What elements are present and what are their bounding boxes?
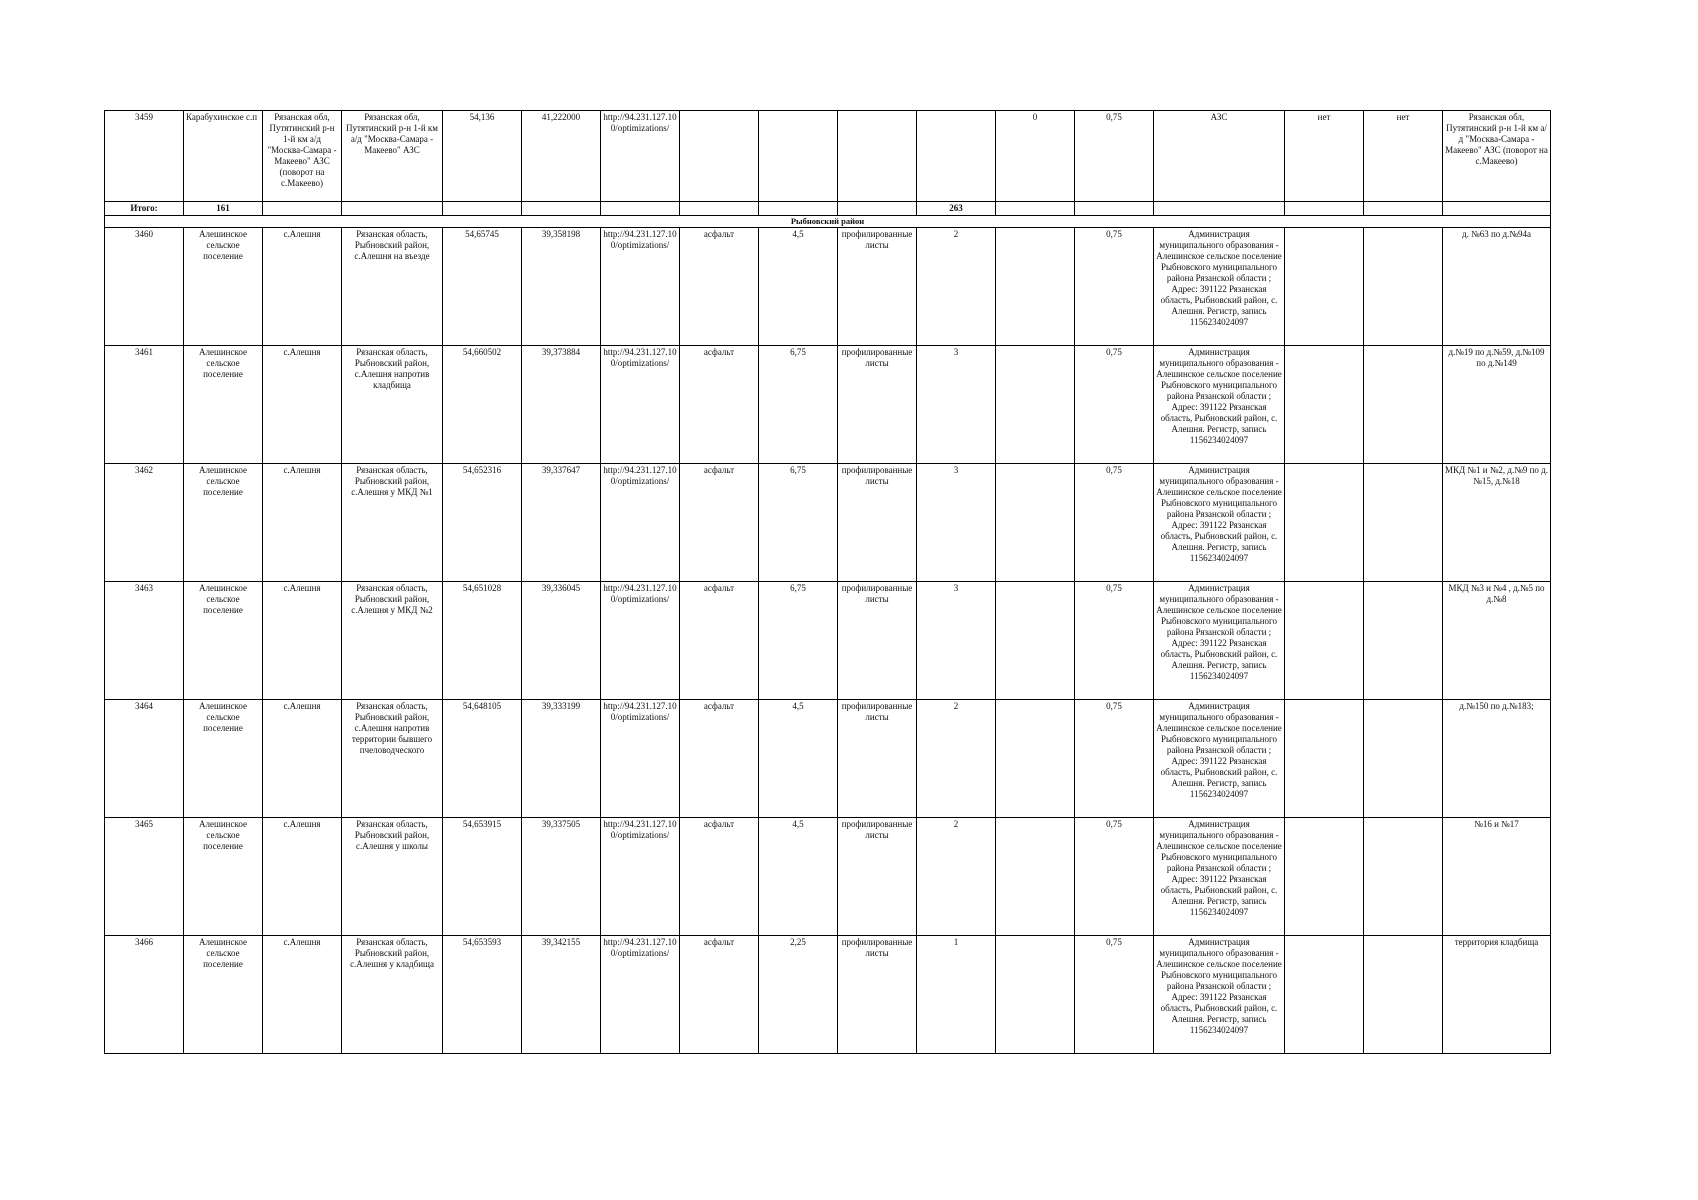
cell-location: с.Алешня bbox=[263, 818, 342, 936]
cell-volume: 0,75 bbox=[1075, 700, 1154, 818]
cell-col15 bbox=[1285, 346, 1364, 464]
cell-latitude: 54,65745 bbox=[443, 228, 522, 346]
cell-area: 2,25 bbox=[759, 936, 838, 1054]
cell-location: с.Алешня bbox=[263, 700, 342, 818]
cell-owner: Администрация муниципального образования - Алешинское сельское поселение Рыбновского муниципального района Рязанской области ; Адрес: 391122 Рязанская область, Рыбновский район, с. Алешня. Регистр, запись 1156234024097 bbox=[1154, 582, 1285, 700]
cell-area: 6,75 bbox=[759, 464, 838, 582]
cell-owner: АЗС bbox=[1154, 111, 1285, 202]
district-title: Рыбновский район bbox=[105, 216, 1551, 228]
empty-cell bbox=[838, 202, 917, 216]
cell-extra bbox=[996, 936, 1075, 1054]
table-row bbox=[105, 346, 1551, 464]
empty-cell bbox=[522, 202, 601, 216]
cell-latitude: 54,651028 bbox=[443, 582, 522, 700]
empty-cell bbox=[759, 202, 838, 216]
cell-containers: 3 bbox=[917, 464, 996, 582]
cell-location: с.Алешня bbox=[263, 582, 342, 700]
cell-link[interactable]: http://94.231.127.100/optimizations/ bbox=[601, 700, 680, 818]
cell-address: Рязанская область, Рыбновский район, с.Алешня напротив территории бывшего пчеловодческого bbox=[342, 700, 443, 818]
cell-latitude: 54,653593 bbox=[443, 936, 522, 1054]
cell-settlement: Алешинское сельское поселение bbox=[184, 936, 263, 1054]
empty-cell bbox=[263, 202, 342, 216]
cell-sources: МКД №1 и №2, д.№9 по д.№15, д.№18 bbox=[1443, 464, 1551, 582]
cell-longitude: 39,342155 bbox=[522, 936, 601, 1054]
cell-longitude: 39,337505 bbox=[522, 818, 601, 936]
table-row bbox=[105, 228, 1551, 346]
cell-col16 bbox=[1364, 936, 1443, 1054]
cell-col16 bbox=[1364, 582, 1443, 700]
cell-location: с.Алешня bbox=[263, 346, 342, 464]
cell-containers: 2 bbox=[917, 818, 996, 936]
empty-cell bbox=[342, 202, 443, 216]
cell-number: 3461 bbox=[105, 346, 184, 464]
cell-surface: асфальт bbox=[680, 464, 759, 582]
cell-address: Рязанская область, Рыбновский район, с.Алешня у МКД №1 bbox=[342, 464, 443, 582]
cell-owner: Администрация муниципального образования - Алешинское сельское поселение Рыбновского муниципального района Рязанской области ; Адрес: 391122 Рязанская область, Рыбновский район, с. Алешня. Регистр, запись 1156234024097 bbox=[1154, 936, 1285, 1054]
cell-settlement: Карабухинское с.п bbox=[184, 111, 263, 202]
cell-extra bbox=[996, 582, 1075, 700]
cell-containers: 1 bbox=[917, 936, 996, 1054]
cell-longitude: 41,222000 bbox=[522, 111, 601, 202]
cell-extra: 0 bbox=[996, 111, 1075, 202]
cell-owner: Администрация муниципального образования - Алешинское сельское поселение Рыбновского муниципального района Рязанской области ; Адрес: 391122 Рязанская область, Рыбновский район, с. Алешня. Регистр, запись 1156234024097 bbox=[1154, 464, 1285, 582]
cell-surface bbox=[680, 111, 759, 202]
cell-volume: 0,75 bbox=[1075, 464, 1154, 582]
empty-cell bbox=[1443, 202, 1551, 216]
table-row bbox=[105, 700, 1551, 818]
cell-surface: асфальт bbox=[680, 936, 759, 1054]
cell-number: 3465 bbox=[105, 818, 184, 936]
cell-link[interactable]: http://94.231.127.100/optimizations/ bbox=[601, 818, 680, 936]
table-row bbox=[105, 936, 1551, 1054]
empty-cell bbox=[601, 202, 680, 216]
cell-location: Рязанская обл, Путятинский р-н 1-й км а/д "Москва-Самара - Макеево" АЗС (поворот на с.Макеево) bbox=[263, 111, 342, 202]
cell-area: 4,5 bbox=[759, 818, 838, 936]
cell-link[interactable]: http://94.231.127.100/optimizations/ bbox=[601, 111, 680, 202]
empty-cell bbox=[1285, 202, 1364, 216]
cell-col16 bbox=[1364, 346, 1443, 464]
cell-surface: асфальт bbox=[680, 700, 759, 818]
cell-longitude: 39,358198 bbox=[522, 228, 601, 346]
district-header-row bbox=[105, 216, 1551, 228]
cell-owner: Администрация муниципального образования - Алешинское сельское поселение Рыбновского муниципального района Рязанской области ; Адрес: 391122 Рязанская область, Рыбновский район, с. Алешня. Регистр, запись 1156234024097 bbox=[1154, 346, 1285, 464]
empty-cell bbox=[1154, 202, 1285, 216]
cell-settlement: Алешинское сельское поселение bbox=[184, 346, 263, 464]
cell-longitude: 39,333199 bbox=[522, 700, 601, 818]
cell-latitude: 54,653915 bbox=[443, 818, 522, 936]
cell-link[interactable]: http://94.231.127.100/optimizations/ bbox=[601, 464, 680, 582]
cell-col15: нет bbox=[1285, 111, 1364, 202]
cell-latitude: 54,652316 bbox=[443, 464, 522, 582]
cell-number: 3462 bbox=[105, 464, 184, 582]
cell-owner: Администрация муниципального образования - Алешинское сельское поселение Рыбновского муниципального района Рязанской области ; Адрес: 391122 Рязанская область, Рыбновский район, с. Алешня. Регистр, запись 1156234024097 bbox=[1154, 818, 1285, 936]
cell-location: с.Алешня bbox=[263, 228, 342, 346]
cell-fence: профилированные листы bbox=[838, 700, 917, 818]
cell-col16: нет bbox=[1364, 111, 1443, 202]
cell-settlement: Алешинское сельское поселение bbox=[184, 582, 263, 700]
cell-settlement: Алешинское сельское поселение bbox=[184, 464, 263, 582]
empty-cell bbox=[680, 202, 759, 216]
cell-volume: 0,75 bbox=[1075, 111, 1154, 202]
cell-sources: №16 и №17 bbox=[1443, 818, 1551, 936]
cell-col15 bbox=[1285, 818, 1364, 936]
cell-link[interactable]: http://94.231.127.100/optimizations/ bbox=[601, 582, 680, 700]
total-sum: 263 bbox=[917, 202, 996, 216]
cell-address: Рязанская обл, Путятинский р-н 1-й км а/д "Москва-Самара - Макеево" АЗС bbox=[342, 111, 443, 202]
empty-cell bbox=[443, 202, 522, 216]
cell-containers: 3 bbox=[917, 582, 996, 700]
total-row bbox=[105, 202, 1551, 216]
cell-latitude: 54,648105 bbox=[443, 700, 522, 818]
cell-sources: Рязанская обл, Путятинский р-н 1-й км а/д "Москва-Самара - Макеево" АЗС (поворот на с.Макеево) bbox=[1443, 111, 1551, 202]
cell-col16 bbox=[1364, 228, 1443, 346]
cell-col15 bbox=[1285, 582, 1364, 700]
empty-cell bbox=[1364, 202, 1443, 216]
cell-area: 6,75 bbox=[759, 346, 838, 464]
cell-extra bbox=[996, 346, 1075, 464]
cell-fence bbox=[838, 111, 917, 202]
cell-sources: д.№19 по д.№59, д.№109 по д.№149 bbox=[1443, 346, 1551, 464]
cell-area: 4,5 bbox=[759, 228, 838, 346]
table-row bbox=[105, 582, 1551, 700]
empty-cell bbox=[1075, 202, 1154, 216]
cell-fence: профилированные листы bbox=[838, 936, 917, 1054]
cell-extra bbox=[996, 228, 1075, 346]
cell-volume: 0,75 bbox=[1075, 346, 1154, 464]
cell-col15 bbox=[1285, 228, 1364, 346]
cell-fence: профилированные листы bbox=[838, 228, 917, 346]
cell-fence: профилированные листы bbox=[838, 464, 917, 582]
cell-sources: территория кладбища bbox=[1443, 936, 1551, 1054]
cell-volume: 0,75 bbox=[1075, 936, 1154, 1054]
cell-latitude: 54,136 bbox=[443, 111, 522, 202]
cell-area bbox=[759, 111, 838, 202]
cell-address: Рязанская область, Рыбновский район, с.Алешня напротив кладбища bbox=[342, 346, 443, 464]
cell-number: 3463 bbox=[105, 582, 184, 700]
cell-col15 bbox=[1285, 464, 1364, 582]
registry-table bbox=[104, 110, 1551, 1054]
cell-link[interactable]: http://94.231.127.100/optimizations/ bbox=[601, 936, 680, 1054]
cell-surface: асфальт bbox=[680, 818, 759, 936]
cell-sources: МКД №3 и №4 , д.№5 по д.№8 bbox=[1443, 582, 1551, 700]
cell-settlement: Алешинское сельское поселение bbox=[184, 700, 263, 818]
cell-settlement: Алешинское сельское поселение bbox=[184, 818, 263, 936]
cell-latitude: 54,660502 bbox=[443, 346, 522, 464]
cell-address: Рязанская область, Рыбновский район, с.Алешня у школы bbox=[342, 818, 443, 936]
cell-extra bbox=[996, 700, 1075, 818]
cell-extra bbox=[996, 464, 1075, 582]
cell-area: 6,75 bbox=[759, 582, 838, 700]
cell-sources: д. №63 по д.№94а bbox=[1443, 228, 1551, 346]
cell-link[interactable]: http://94.231.127.100/optimizations/ bbox=[601, 228, 680, 346]
cell-longitude: 39,337647 bbox=[522, 464, 601, 582]
cell-number: 3464 bbox=[105, 700, 184, 818]
cell-col16 bbox=[1364, 464, 1443, 582]
table-row bbox=[105, 818, 1551, 936]
cell-area: 4,5 bbox=[759, 700, 838, 818]
cell-owner: Администрация муниципального образования - Алешинское сельское поселение Рыбновского муниципального района Рязанской области ; Адрес: 391122 Рязанская область, Рыбновский район, с. Алешня. Регистр, запись 1156234024097 bbox=[1154, 228, 1285, 346]
cell-surface: асфальт bbox=[680, 228, 759, 346]
cell-location: с.Алешня bbox=[263, 464, 342, 582]
cell-surface: асфальт bbox=[680, 346, 759, 464]
cell-settlement: Алешинское сельское поселение bbox=[184, 228, 263, 346]
cell-number: 3460 bbox=[105, 228, 184, 346]
table-row bbox=[105, 111, 1551, 202]
cell-owner: Администрация муниципального образования - Алешинское сельское поселение Рыбновского муниципального района Рязанской области ; Адрес: 391122 Рязанская область, Рыбновский район, с. Алешня. Регистр, запись 1156234024097 bbox=[1154, 700, 1285, 818]
cell-location: с.Алешня bbox=[263, 936, 342, 1054]
empty-cell bbox=[996, 202, 1075, 216]
cell-address: Рязанская область, Рыбновский район, с.Алешня у МКД №2 bbox=[342, 582, 443, 700]
cell-containers: 2 bbox=[917, 228, 996, 346]
total-count: 161 bbox=[184, 202, 263, 216]
cell-longitude: 39,373884 bbox=[522, 346, 601, 464]
cell-number: 3459 bbox=[105, 111, 184, 202]
cell-surface: асфальт bbox=[680, 582, 759, 700]
cell-col15 bbox=[1285, 936, 1364, 1054]
cell-volume: 0,75 bbox=[1075, 228, 1154, 346]
cell-containers: 3 bbox=[917, 346, 996, 464]
cell-sources: д.№150 по д.№183; bbox=[1443, 700, 1551, 818]
cell-volume: 0,75 bbox=[1075, 582, 1154, 700]
cell-col16 bbox=[1364, 818, 1443, 936]
cell-fence: профилированные листы bbox=[838, 346, 917, 464]
cell-fence: профилированные листы bbox=[838, 818, 917, 936]
cell-col15 bbox=[1285, 700, 1364, 818]
cell-longitude: 39,336045 bbox=[522, 582, 601, 700]
cell-address: Рязанская область, Рыбновский район, с.Алешня на въезде bbox=[342, 228, 443, 346]
cell-number: 3466 bbox=[105, 936, 184, 1054]
cell-containers: 2 bbox=[917, 700, 996, 818]
cell-volume: 0,75 bbox=[1075, 818, 1154, 936]
cell-link[interactable]: http://94.231.127.100/optimizations/ bbox=[601, 346, 680, 464]
cell-containers bbox=[917, 111, 996, 202]
cell-address: Рязанская область, Рыбновский район, с.Алешня у кладбища bbox=[342, 936, 443, 1054]
cell-col16 bbox=[1364, 700, 1443, 818]
cell-fence: профилированные листы bbox=[838, 582, 917, 700]
cell-extra bbox=[996, 818, 1075, 936]
total-label: Итого: bbox=[105, 202, 184, 216]
table-row bbox=[105, 464, 1551, 582]
